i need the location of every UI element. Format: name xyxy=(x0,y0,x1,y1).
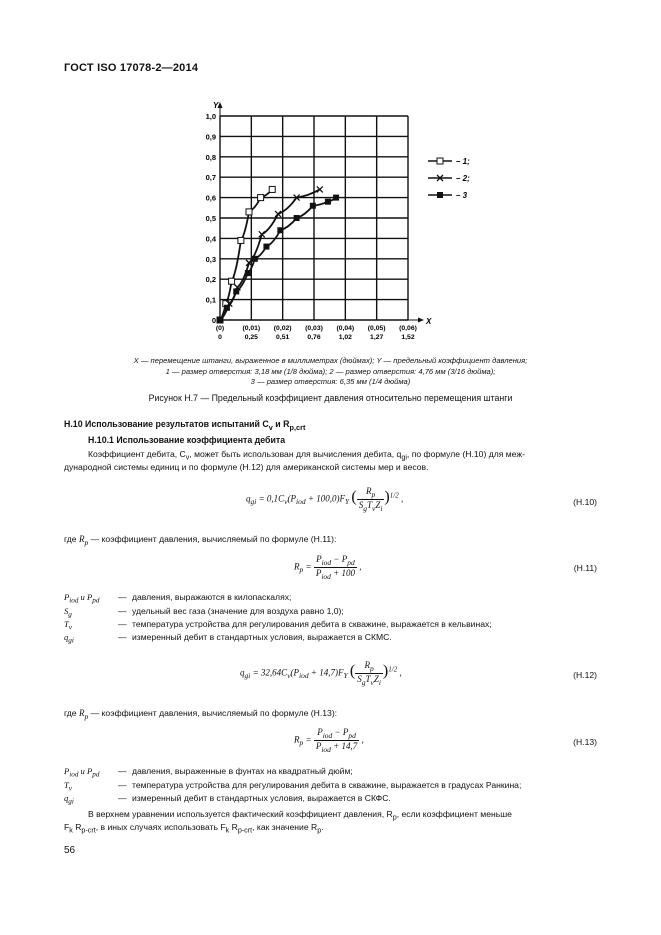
series-point xyxy=(263,244,269,250)
x-axis-arrowhead xyxy=(418,318,424,323)
def-text: измеренный дебит в стандартных условия, выражается в СКМС. xyxy=(132,632,392,642)
eq11-add: 100 xyxy=(341,567,355,578)
series-point xyxy=(258,195,264,201)
final-l2e: , как значение R xyxy=(252,822,318,832)
x-tick-label-in: (0,06) xyxy=(399,325,417,332)
final-line-2: $F_k$ $R_{p-crt}$, в иных случаях использовать $F_k$ $R_{p-crt}$, как значение $R_p$. xyxy=(64,822,324,835)
series-line xyxy=(220,189,320,320)
series-point xyxy=(217,317,223,323)
x-tick-label-mm: 0,51 xyxy=(276,334,290,341)
eq-label-h13: (Н.13) xyxy=(573,737,597,747)
def-row: $P_{iod}$ и $P_{pd}$ — давления, выраженные в фунтах на квадратный дюйм; xyxy=(64,766,353,779)
def-text: удельный вес газа (значение для воздуха равно 1,0); xyxy=(132,606,344,616)
eq13-add: 14,7 xyxy=(341,740,358,751)
section-heading-h101: Н.10.1 Использование коэффициента дебита xyxy=(88,435,286,445)
def-text: измеренный дебит в стандартных условия, выражается в СКФС. xyxy=(132,793,391,803)
final-l1b: , если коэффициент меньше xyxy=(396,809,512,819)
series-point xyxy=(333,195,339,201)
y-tick-label: 0,3 xyxy=(205,254,216,264)
eq12-coef: 32,64 xyxy=(260,667,282,678)
series-point xyxy=(238,237,244,243)
series-point xyxy=(277,227,283,233)
x-tick-label-in: (0,05) xyxy=(367,325,386,332)
x-tick-label-in: (0,03) xyxy=(305,325,323,332)
equation-h10: $q_{gi} = 0,1C_v(P_{iod} + 100,0)F_Y$ ( $\frac{R_p}{S_gT_vZ_i}$ )$^{1/2}$ , xyxy=(246,486,404,513)
final-l2a: F xyxy=(64,822,70,832)
x-tick-label-mm: 1,52 xyxy=(401,334,415,341)
y-tick-label: 0,7 xyxy=(205,173,216,183)
eq10-coef: 0,1 xyxy=(266,493,279,504)
y-tick-label: 0,5 xyxy=(205,214,216,223)
p1a: Коэффициент дебита, C xyxy=(88,449,186,459)
final-l1a: В верхнем уравнении используется фактический коэффициент давления, R xyxy=(88,809,393,819)
final-line-1: В верхнем уравнении используется фактический коэффициент давления, $R_p$, если коэффициент меньше xyxy=(88,809,512,822)
paragraph-2: дународной системы единиц и по формуле (Н.12) для американской системы мер и весов. xyxy=(64,462,429,472)
def-row: $S_g$ — удельный вес газа (значение для воздуха равно 1,0); xyxy=(64,606,344,619)
equation-h11: $R_p$ = $\frac{P_{iod} - P_{pd}}{P_{iod} + 100}$ , xyxy=(294,554,362,581)
series-point xyxy=(310,203,316,209)
series-point xyxy=(229,278,235,284)
series-point xyxy=(437,158,443,164)
def-text: давления, выраженные в фунтах на квадратный дюйм; xyxy=(132,766,353,776)
y-tick-label: 0,1 xyxy=(205,295,216,305)
where2-text: — коэффициент давления, вычисляемый по формуле (Н.13): xyxy=(88,708,338,718)
eq-label-h11: (Н.11) xyxy=(573,563,597,573)
y-tick-label: 0,8 xyxy=(205,152,216,162)
def-text: температура устройства для регулирования дебита в скважине, выражается в кельвинах; xyxy=(132,619,492,629)
figure-legend-caption xyxy=(0,356,661,388)
def-text: температура устройства для регулирования дебита в скважине, выражается в градусах Ранкина; xyxy=(132,780,522,790)
def-row: $q_{gi}$ — измеренный дебит в стандартных условия, выражается в СКФС. xyxy=(64,793,391,806)
x-tick-label-in: (0,04) xyxy=(336,325,355,332)
series-point xyxy=(245,270,251,276)
x-tick-label-mm: 0,25 xyxy=(244,334,258,341)
y-tick-label: 0,2 xyxy=(205,275,216,285)
figure-chart xyxy=(180,96,480,346)
h10-text: Н.10 Использование результатов испытаний C xyxy=(64,419,269,429)
section-heading-h10 xyxy=(64,419,305,432)
document-header: ГОСТ ISO 17078-2—2014 xyxy=(64,62,199,74)
x-tick-label-in: (0,01) xyxy=(242,325,261,332)
def-row: $T_v$ — температура устройства для регулирования дебита в скважине, выражается в кельвинах; xyxy=(64,619,492,632)
x-tick-label-mm: 1,02 xyxy=(338,334,352,341)
series-point xyxy=(269,186,275,192)
legend-label: – 1; xyxy=(456,157,470,166)
series-point xyxy=(246,209,252,215)
y-axis-label: Y xyxy=(213,101,219,110)
eq-label-h12: (Н.12) xyxy=(573,670,597,680)
x-tick-label-mm: 0 xyxy=(218,334,222,341)
series-point xyxy=(233,288,239,294)
where-2: где $R_p$ — коэффициент давления, вычисляемый по формуле (Н.13): xyxy=(64,708,338,721)
caption-line: 3 — размер отверстия: 6,35 мм (1/4 дюйма) xyxy=(250,377,411,386)
x-tick-label-mm: 1,27 xyxy=(370,334,384,341)
caption-line: X — перемещение штанги, выраженное в миллиметрах (дюймах); Y — предельный коэффициент давления; xyxy=(133,356,528,365)
y-tick-label: 0,9 xyxy=(205,132,216,142)
where1-text: — коэффициент давления, вычисляемый по формуле (Н.11): xyxy=(88,534,337,544)
def-row: $T_v$ — температура устройства для регулирования дебита в скважине, выражается в градусах Ранкина; xyxy=(64,780,522,793)
x-tick-label-mm: 0,76 xyxy=(307,334,321,341)
series-point xyxy=(224,305,230,311)
paragraph-1: Коэффициент дебита, $C_v$, может быть использован для вычисления дебита, $q_{gi}$, по формуле (Н.10) для меж- xyxy=(88,449,525,462)
series-point xyxy=(294,215,300,221)
eq12-add: 14,7 xyxy=(319,667,335,678)
h10-sub2: p,crt xyxy=(289,422,306,432)
series-point xyxy=(317,186,323,192)
figure-title: Рисунок Н.7 — Предельный коэффициент давления относительно перемещения штанги xyxy=(148,393,513,403)
final-l2c: , в иных случаях использовать F xyxy=(95,822,226,832)
legend-label: – 2; xyxy=(456,174,470,183)
series-point xyxy=(325,199,331,205)
eq-label-h10: (Н.10) xyxy=(573,497,597,507)
caption-line: 1 — размер отверстия: 3,18 мм (1/8 дюйма); 2 — размер отверстия: 4,76 мм (3/16 дюйма); xyxy=(165,366,496,376)
page-number: 56 xyxy=(64,845,76,856)
eq10-add: 100,0 xyxy=(316,493,337,504)
series-point xyxy=(437,192,443,198)
h10-sub: v xyxy=(268,422,273,432)
x-tick-label-in: (0) xyxy=(215,325,225,332)
def-row: $q_{gi}$ — измеренный дебит в стандартных условия, выражается в СКМС. xyxy=(64,632,392,645)
y-tick-label: 0 xyxy=(211,316,216,325)
final-l2b: R xyxy=(72,822,82,832)
def-text: давления, выражаются в килопаскалях; xyxy=(132,592,292,602)
y-tick-label: 1,0 xyxy=(205,112,216,121)
h10-and: и R xyxy=(272,419,290,429)
x-axis-label: X xyxy=(426,317,432,326)
y-tick-label: 0,6 xyxy=(205,193,216,203)
def-row: $P_{iod}$ и $P_{pd}$ — давления, выражаются в килопаскалях; xyxy=(64,592,292,605)
p1c: , по формуле (Н.10) для меж- xyxy=(406,449,525,459)
legend-label: – 3 xyxy=(456,191,468,200)
p1b: , может быть использован для вычисления дебита, q xyxy=(189,449,402,459)
y-tick-label: 0,4 xyxy=(205,234,216,244)
final-l2d: R xyxy=(229,822,238,832)
equation-h13: $R_p$ = $\frac{P_{iod} - P_{pd}}{P_{iod} + 14,7}$ , xyxy=(294,727,364,754)
x-tick-label-in: (0,02) xyxy=(273,325,292,332)
equation-h12: $q_{gi} = 32,64C_v(P_{iod} + 14,7)F_Y$ ( $\frac{R_p}{S_gT_vZ_i}$ )$^{1/2}$ , xyxy=(240,660,402,687)
series-point xyxy=(252,256,258,262)
where-1: где $R_p$ — коэффициент давления, вычисляемый по формуле (Н.11): xyxy=(64,534,337,547)
